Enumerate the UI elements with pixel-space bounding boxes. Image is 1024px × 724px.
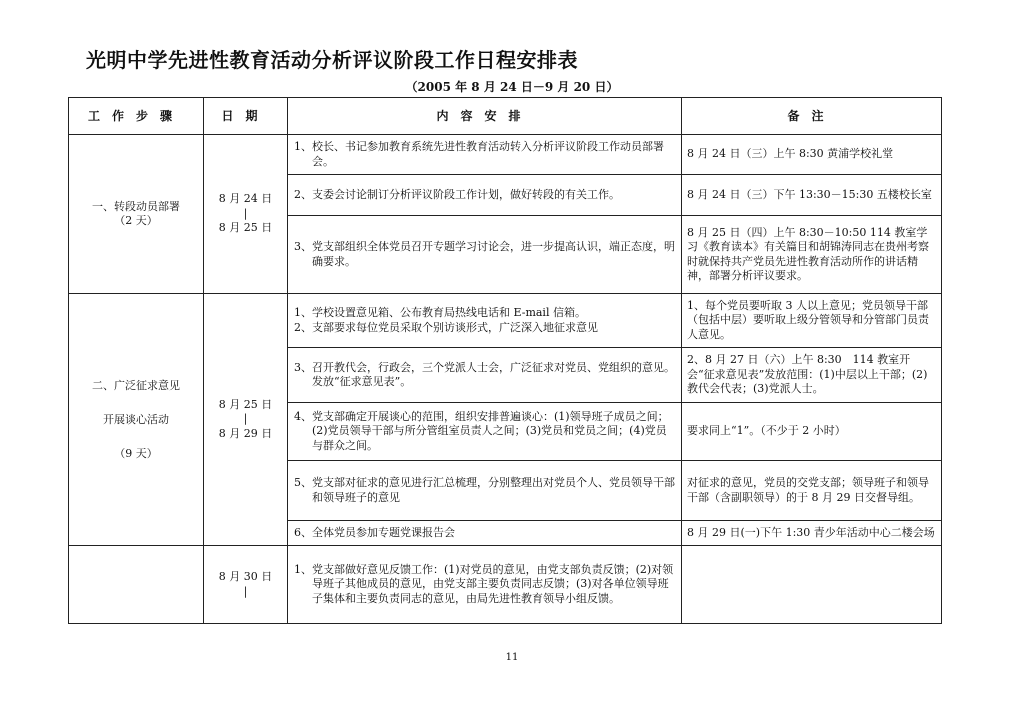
stage-2-name-line2: 开展谈心活动	[103, 412, 169, 426]
document-subtitle: （2005 年 8 月 24 日－9 月 20 日）	[405, 80, 619, 94]
table-row	[69, 294, 942, 348]
schedule-table	[68, 97, 942, 624]
stage-2-date-sep: |	[243, 412, 248, 426]
stage-2-name-line1: 二、广泛征求意见	[92, 378, 180, 392]
stage-2-duration: （9 天）	[114, 446, 158, 460]
stage-2-cell	[69, 294, 204, 546]
stage-1-item-2-content: 2、支委会讨论制订分析评议阶段工作计划，做好转段的有关工作。	[288, 175, 682, 216]
stage-3-item-1-content: 1、党支部做好意见反馈工作：(1)对党员的意见，由党支部负责反馈；(2)对领导班子其他成员的意见，由党支部主要负责同志反馈；(3)对各单位领导班子集体和主要负责同志的意见，由局先进性教育领导小组反馈。	[288, 546, 682, 624]
stage-2-date-start: 8 月 25 日	[218, 397, 273, 411]
stage-1-cell	[69, 135, 204, 294]
stage-2-item-1-line-a: 1、学校设置意见箱、公布教育局热线电话和 E-mail 信箱。	[294, 306, 586, 319]
stage-2-item-1-note: 1、每个党员要听取 3 人以上意见；党员领导干部（包括中层）要听取上级分管领导和分管部门员责人意见。	[682, 294, 942, 348]
stage-2-item-4-content: 5、党支部对征求的意见进行汇总梳理，分别整理出对党员个人、党员领导干部和领导班子的意见	[288, 461, 682, 521]
stage-1-item-1-note: 8 月 24 日（三）上午 8:30 黄浦学校礼堂	[682, 135, 942, 175]
table-row	[69, 135, 942, 175]
stage-2-item-2-content: 3、召开教代会，行政会，三个党派人士会，广泛征求对党员、党组织的意见。发放“征求意见表”。	[288, 348, 682, 403]
stage-1-item-2-note: 8 月 24 日（三）下午 13:30－15:30 五楼校长室	[682, 175, 942, 216]
stage-1-item-3-note: 8 月 25 日（四）上午 8:30－10:50 114 教室学习《教育读本》有关篇目和胡锦涛同志在贵州考察时就保持共产党员先进性教育活动所作的讲话精神，部署分析评议要求。	[682, 216, 942, 294]
stage-2-item-3-content: 4、党支部确定开展谈心的范围，组织安排普遍谈心：(1)领导班子成员之间；(2)党员领导干部与所分管组室员责人之间；(3)党员和党员之间；(4)党员与群众之间。	[288, 403, 682, 461]
header-row	[69, 98, 942, 135]
stage-3-date-sep: |	[243, 584, 248, 598]
stage-1-name: 一、转段动员部署	[92, 199, 180, 213]
stage-3-item-1-note	[682, 546, 942, 624]
stage-2-date-end: 8 月 29 日	[218, 426, 273, 440]
stage-1-duration: （2 天）	[114, 214, 158, 227]
page-number: 11	[505, 652, 519, 663]
stage-2-item-1-line-b: 2、支部要求每位党员采取个别访谈形式，广泛深入地征求意见	[294, 320, 598, 334]
header-date: 日期	[204, 98, 288, 135]
header-step: 工作步骤	[69, 98, 204, 135]
stage-2-item-4-note: 对征求的意见，党员的交党支部；领导班子和领导干部（含副职领导）的于 8 月 29 日交督导组。	[682, 461, 942, 521]
header-content: 内容安排	[288, 98, 682, 135]
stage-3-date-start: 8 月 30 日	[218, 570, 273, 583]
stage-3-date-cell	[204, 546, 288, 624]
stage-1-date-cell	[204, 135, 288, 294]
stage-3-cell	[69, 546, 204, 624]
stage-1-date-sep: |	[243, 206, 248, 220]
stage-2-item-5-content: 6、全体党员参加专题党课报告会	[288, 521, 682, 546]
stage-1-item-1-content: 1、校长、书记参加教育系统先进性教育活动转入分析评议阶段工作动员部署会。	[288, 135, 682, 175]
stage-1-date-start: 8 月 24 日	[218, 192, 273, 206]
stage-1-item-3-content: 3、党支部组织全体党员召开专题学习讨论会，进一步提高认识，端正态度，明确要求。	[288, 216, 682, 294]
document-title: 光明中学先进性教育活动分析评议阶段工作日程安排表	[86, 48, 578, 72]
stage-2-date-cell	[204, 294, 288, 546]
stage-1-date-end: 8 月 25 日	[218, 221, 273, 235]
stage-2-item-3-note: 要求同上“1”。（不少于 2 小时）	[682, 403, 942, 461]
header-note: 备注	[682, 98, 942, 135]
stage-2-item-5-note: 8 月 29 日(一)下午 1:30 青少年活动中心二楼会场	[682, 521, 942, 546]
table-row	[69, 546, 942, 624]
stage-2-item-1-content	[288, 294, 682, 348]
stage-2-item-2-note: 2、8 月 27 日（六）上午 8:30 114 教室开会“征求意见表”发放范围：(1)中层以上干部；(2)教代会代表；(3)党派人士。	[682, 348, 942, 403]
